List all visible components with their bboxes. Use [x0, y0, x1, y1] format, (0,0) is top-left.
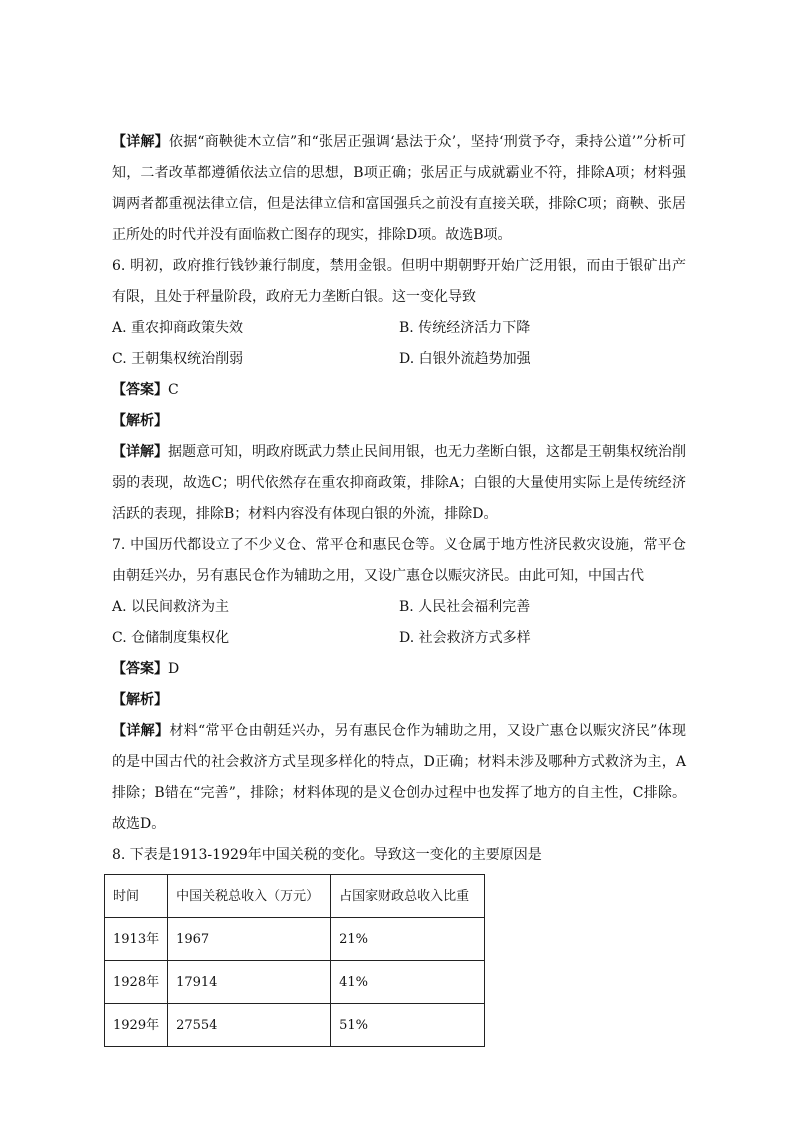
q7-option-b: B. 人民社会福利完善	[399, 599, 531, 615]
table-cell-share: 41%	[331, 961, 485, 1004]
table-header-row	[105, 875, 485, 918]
q7-detail-paragraph	[112, 716, 686, 840]
answer-tag: 【答案】	[112, 661, 168, 677]
q5-detail-paragraph	[112, 127, 686, 251]
q5-detail-text: 依据“商鞅徙木立信”和“张居正强调‘悬法于众’，坚持‘刑赏予夺，秉持公道’”分析可知，二者改革都遵循依法立信的思想，B项正确；张居正与成就霸业不符，排除A项；材料强调两者都重视法律立信，但是法律立信和富国强兵之前没有直接关联，排除C项；商鞅、张居正所处的时代并没有面临救亡图存的现实，排除D项。故选B项。	[112, 134, 686, 243]
analysis-tag: 【解析】	[112, 692, 168, 708]
detail-tag: 【详解】	[112, 134, 169, 150]
page-content	[112, 127, 686, 1047]
table-cell-year: 1929年	[105, 1004, 168, 1047]
q7-analysis-heading	[112, 685, 686, 716]
q8-stem: 8. 下表是1913-1929年中国关税的变化。导致这一变化的主要原因是	[112, 847, 542, 863]
q6-option-c: C. 王朝集权统治削弱	[112, 351, 244, 367]
analysis-tag: 【解析】	[112, 413, 168, 429]
q6-stem: 6. 明初，政府推行钱钞兼行制度，禁用金银。但明中期朝野开始广泛用银，而由于银矿出产有限，且处于秤量阶段，政府无力垄断白银。这一变化导致	[112, 258, 686, 305]
table-cell-revenue: 17914	[168, 961, 331, 1004]
q6-option-d: D. 白银外流趋势加强	[399, 351, 531, 367]
table-row	[105, 1004, 485, 1047]
q6-detail-text: 据题意可知，明政府既武力禁止民间用银，也无力垄断白银，这都是王朝集权统治削弱的表现，故选C；明代依然存在重农抑商政策，排除A；白银的大量使用实际上是传统经济活跃的表现，排除B；材料内容没有体现白银的外流，排除D。	[112, 444, 686, 522]
table-cell-share: 21%	[331, 918, 485, 961]
q6-answer-value: C	[168, 382, 179, 398]
q7-answer	[112, 654, 686, 685]
q6-detail-paragraph	[112, 437, 686, 530]
q6-option-a: A. 重农抑商政策失效	[112, 320, 244, 336]
q7-option-c: C. 仓储制度集权化	[112, 630, 230, 646]
table-header-cell: 时间	[105, 875, 168, 918]
tariff-table	[104, 874, 485, 1047]
table-cell-revenue: 27554	[168, 1004, 331, 1047]
q7-option-a: A. 以民间救济为主	[112, 599, 230, 615]
q6-option-b: B. 传统经济活力下降	[399, 320, 531, 336]
q7-option-d: D. 社会救济方式多样	[399, 630, 531, 646]
table-cell-year: 1928年	[105, 961, 168, 1004]
table-cell-share: 51%	[331, 1004, 485, 1047]
table-row	[105, 961, 485, 1004]
q6-answer	[112, 375, 686, 406]
detail-tag: 【详解】	[112, 444, 168, 460]
q7-stem: 7. 中国历代都设立了不少义仓、常平仓和惠民仓等。义仓属于地方性济民救灾设施，常平仓由朝廷兴办，另有惠民仓作为辅助之用，又设广惠仓以赈灾济民。由此可知，中国古代	[112, 537, 686, 584]
answer-tag: 【答案】	[112, 382, 168, 398]
table-header-cell: 占国家财政总收入比重	[331, 875, 485, 918]
detail-tag: 【详解】	[112, 723, 170, 739]
table-row	[105, 918, 485, 961]
q7-options	[112, 592, 686, 654]
q6-analysis-heading	[112, 406, 686, 437]
table-cell-year: 1913年	[105, 918, 168, 961]
table-header-cell: 中国关税总收入（万元）	[168, 875, 331, 918]
q7-detail-text: 材料“常平仓由朝廷兴办，另有惠民仓作为辅助之用，又设广惠仓以赈灾济民”体现的是中国古代的社会救济方式呈现多样化的特点，D正确；材料未涉及哪种方式救济为主，A排除；B错在“完善”，排除；材料体现的是义仓创办过程中也发挥了地方的自主性，C排除。故选D。	[112, 723, 687, 832]
q7-answer-value: D	[168, 661, 180, 677]
table-cell-revenue: 1967	[168, 918, 331, 961]
q6-options	[112, 313, 686, 375]
